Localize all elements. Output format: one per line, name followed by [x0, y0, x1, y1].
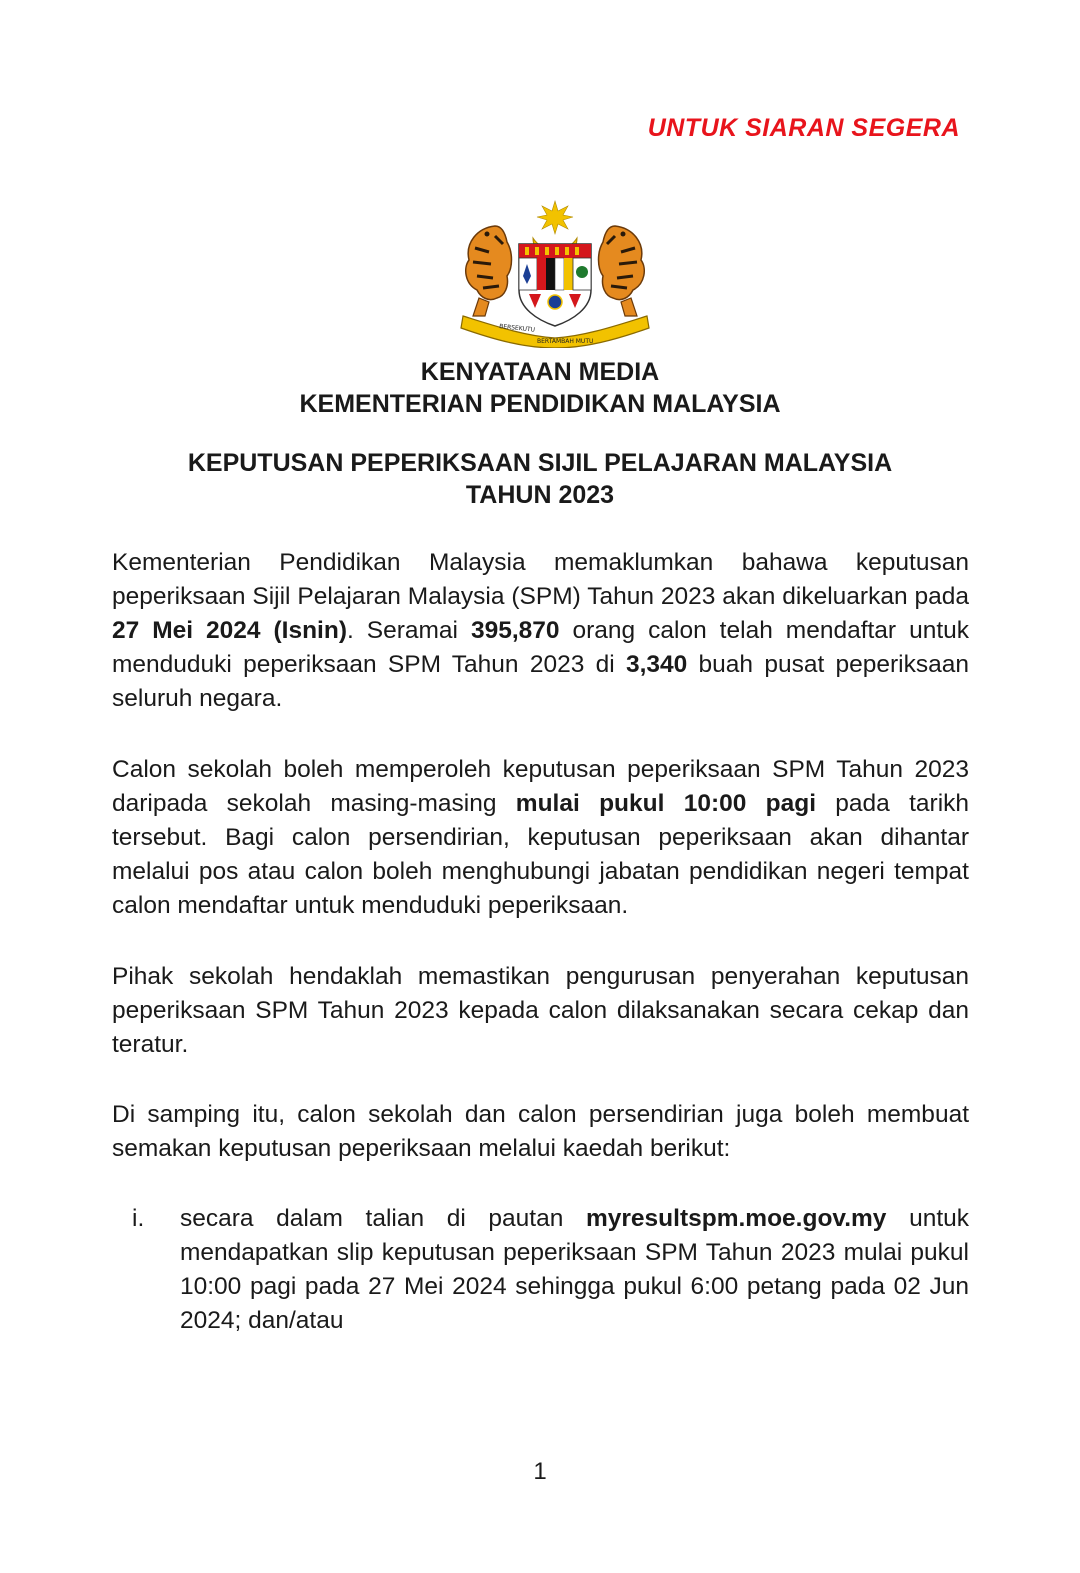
paragraph-check-methods: Di samping itu, calon sekolah dan calon persendirian juga boleh membuat semakan keputusan peperiksaan melalui kaedah berikut:	[112, 1101, 969, 1162]
left-tiger-icon	[466, 226, 512, 316]
paragraph-text: Kementerian Pendidikan Malaysia memaklumkan bahawa keputusan peperiksaan Sijil Pelajaran Malaysia (SPM) Tahun 2023 akan dikeluarkan pada	[112, 549, 969, 610]
list-text: secara dalam talian di pautan	[180, 1205, 586, 1232]
paragraph-text: Calon sekolah boleh memperoleh keputusan peperiksaan SPM Tahun 2023 daripada sekolah masing-masing	[112, 756, 969, 817]
motto-right-text: BERTAMBAH MUTU	[537, 338, 594, 345]
shield-icon	[519, 244, 591, 326]
list-marker: i.	[132, 1205, 145, 1232]
list-text: untuk mendapatkan slip keputusan peperiksaan SPM Tahun 2023 mulai pukul 10:00 pagi pada 27 Mei 2024 sehingga pukul 6:00 petang pada 02 Jun 2024; dan/atau	[180, 1205, 969, 1334]
malaysia-coat-of-arms-icon	[455, 198, 655, 348]
paragraph-announcement	[112, 546, 969, 716]
heading-line-1: KENYATAAN MEDIA	[420, 358, 660, 386]
right-tiger-icon	[599, 226, 645, 316]
paragraph-text: pada tarikh tersebut. Bagi calon persendirian, keputusan peperiksaan akan dihantar melalui pos atau calon boleh menghubungi jabatan pendidikan negeri tempat calon mendaftar untuk menduduki peperiksaan.	[112, 790, 970, 919]
immediate-release-label: UNTUK SIARAN SEGERA	[647, 114, 960, 142]
exam-centre-count-text: 3,340	[625, 651, 688, 678]
motto-left-text: BERSEKUTU	[498, 323, 536, 334]
subject-line-1: KEPUTUSAN PEPERIKSAAN SIJIL PELAJARAN MALAYSIA	[187, 449, 893, 477]
paragraph-text: . Seramai	[347, 617, 471, 644]
statement-heading	[0, 356, 1080, 420]
subject-line-2: TAHUN 2023	[465, 481, 615, 509]
paragraph-school-duty: Pihak sekolah hendaklah memastikan pengurusan penyerahan keputusan peperiksaan SPM Tahun 2023 kepada calon dilaksanakan secara cekap dan teratur.	[112, 963, 969, 1058]
paragraph-text: orang calon telah mendaftar untuk menduduki peperiksaan SPM Tahun 2023 di	[112, 617, 969, 678]
candidate-count-text: 395,870	[470, 617, 560, 644]
paragraph-text: buah pusat peperiksaan seluruh negara.	[112, 651, 970, 712]
list-item	[132, 1202, 969, 1338]
page-number: 1	[533, 1458, 547, 1485]
release-time-text: mulai pukul 10:00 pagi	[515, 790, 817, 817]
paragraph-collection	[112, 753, 969, 923]
list-item-text	[180, 1202, 969, 1338]
heading-line-2: KEMENTERIAN PENDIDIKAN MALAYSIA	[299, 390, 781, 418]
results-website-link[interactable]: myresultspm.moe.gov.my	[585, 1205, 887, 1232]
release-date-text: 27 Mei 2024 (Isnin)	[112, 617, 347, 644]
statement-subject	[0, 447, 1080, 511]
